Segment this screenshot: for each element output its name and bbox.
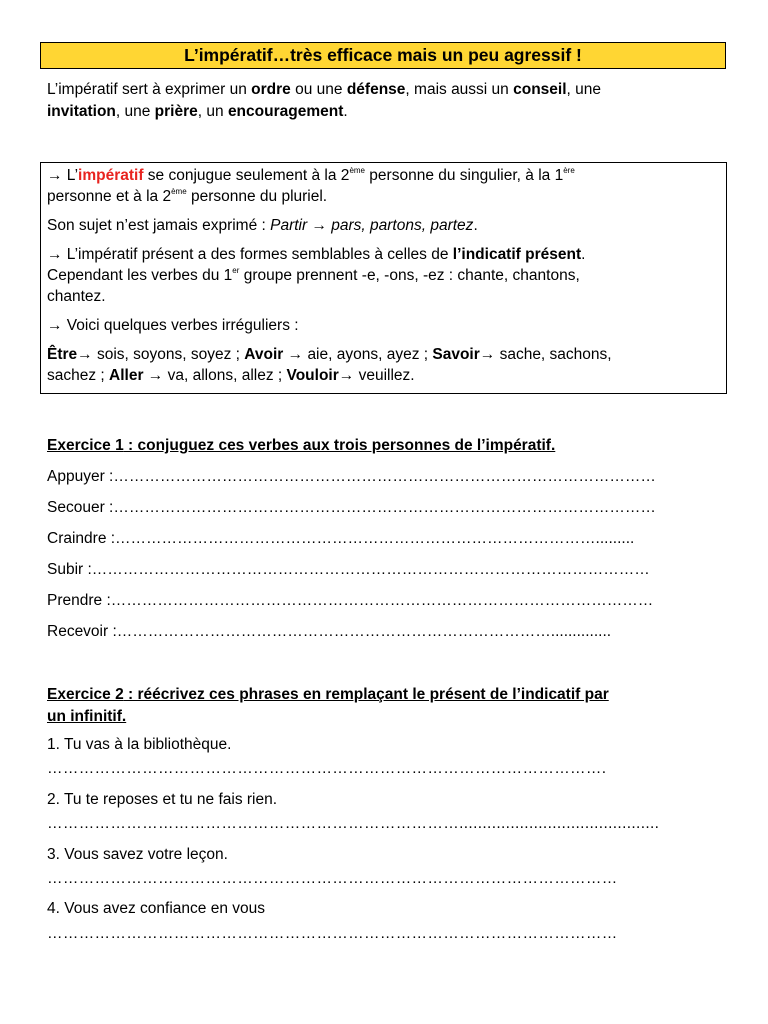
exercise-2-answer-line[interactable]: ……………………………………………………………………………………………… xyxy=(47,925,618,942)
intro-keyword: défense xyxy=(346,81,406,98)
intro-text: , une xyxy=(566,81,602,98)
verb-forms: → va, allons, allez ; xyxy=(143,367,287,384)
exercise-2-answer-line[interactable]: ……………………………………………………………………........................................... xyxy=(47,815,660,832)
exercise-2-question: 4. Vous avez confiance en vous xyxy=(47,900,266,917)
worksheet-title: L’impératif…très efficace mais un peu agressif ! xyxy=(40,42,726,69)
exercise-2-question: 2. Tu te reposes et tu ne fais rien. xyxy=(47,791,278,808)
exercise-2-answer-line[interactable]: ……………………………………………………………………………………………… xyxy=(47,870,618,887)
rule-text: . xyxy=(473,217,478,234)
exercise-instruction: un infinitif. xyxy=(47,708,127,725)
verb-forms: → aie, ayons, ayez ; xyxy=(283,346,433,363)
rule-text: se conjugue seulement à la 2 xyxy=(143,167,350,184)
rule-text: personne du singulier, à la 1 xyxy=(365,167,564,184)
verb-name: Avoir xyxy=(244,346,284,363)
rule-text: Cependant les verbes du 1 xyxy=(47,267,233,284)
highlight-imperatif: impératif xyxy=(78,167,144,184)
rule-keyword: l’indicatif présent xyxy=(452,246,582,263)
rule-text: → L’impératif présent a des formes semblables à celles de xyxy=(47,246,453,263)
rule-forms xyxy=(47,244,720,307)
exercise-label: Exercice 1 xyxy=(47,437,124,454)
rule-irregular-intro: → Voici quelques verbes irréguliers : xyxy=(47,317,299,334)
superscript: ème xyxy=(171,187,187,196)
verb-forms: → sois, soyons, soyez ; xyxy=(77,346,245,363)
exercise-1-answer-line[interactable]: Appuyer :…………………………………………………………………………………………… xyxy=(47,468,656,485)
verb-forms: → veuillez. xyxy=(338,367,415,384)
exercise-1-answer-line[interactable]: Craindre :…………………………………………………………………………………......... xyxy=(47,530,635,547)
exercise-1-answer-line[interactable]: Recevoir :………………………………………………………………………….............. xyxy=(47,623,612,640)
intro-text: , un xyxy=(197,103,228,120)
exercise-2-answer-line[interactable]: ……………………………………………………………………………………………. xyxy=(47,760,607,777)
intro-keyword: invitation xyxy=(47,103,116,120)
intro-text: L’impératif sert à exprimer un xyxy=(47,81,252,98)
rule-text: personne du pluriel. xyxy=(186,188,328,205)
exercise-colon: : xyxy=(123,686,138,703)
verb-name: Être xyxy=(47,346,78,363)
rule-subject xyxy=(47,215,720,236)
superscript: ère xyxy=(563,166,575,175)
verb-name: Vouloir xyxy=(286,367,339,384)
exercise-1-answer-line[interactable]: Subir :……………………………………………………………………………………………… xyxy=(47,561,650,578)
superscript: ème xyxy=(349,166,365,175)
verb-name: Aller xyxy=(109,367,144,384)
exercise-instruction: conjuguez ces verbes aux trois personnes de l’impératif. xyxy=(137,437,556,454)
exercise-instruction: réécrivez ces phrases en remplaçant le présent de l’indicatif par xyxy=(137,686,609,703)
exercise-1-answer-line[interactable]: Secouer :…………………………………………………………………………………………… xyxy=(47,499,656,516)
exercise-2-question: 1. Tu vas à la bibliothèque. xyxy=(47,736,232,753)
rule-text: chantez. xyxy=(47,288,106,305)
exercise-1-answer-line[interactable]: Prendre :…………………………………………………………………………………………… xyxy=(47,592,654,609)
intro-text: . xyxy=(343,103,348,120)
intro-text: , mais aussi un xyxy=(405,81,514,98)
exercise-2-question: 3. Vous savez votre leçon. xyxy=(47,846,228,863)
intro-keyword: encouragement xyxy=(227,103,344,120)
superscript: er xyxy=(232,266,240,275)
rule-irregular-verbs xyxy=(47,344,720,386)
rule-text: personne et à la 2 xyxy=(47,188,172,205)
exercise-colon: : xyxy=(123,437,138,454)
intro-keyword: conseil xyxy=(513,81,567,98)
rule-text: → L’ xyxy=(47,167,79,184)
intro-paragraph xyxy=(47,79,727,123)
rule-example: Partir → pars, partons, partez xyxy=(270,217,474,234)
verb-forms: sachez ; xyxy=(47,367,110,384)
intro-text: ou une xyxy=(290,81,347,98)
intro-text: , une xyxy=(115,103,155,120)
exercise-2-heading xyxy=(47,684,727,728)
intro-keyword: ordre xyxy=(251,81,291,98)
rule-text: Son sujet n’est jamais exprimé : xyxy=(47,217,271,234)
verb-forms: → sache, sachons, xyxy=(479,346,612,363)
rules-box xyxy=(40,162,727,394)
exercise-label: Exercice 2 xyxy=(47,686,124,703)
rule-text: . xyxy=(581,246,586,263)
rule-text: groupe prennent -e, -ons, -ez : chante, chantons, xyxy=(239,267,580,284)
rule-persons xyxy=(47,165,720,207)
intro-keyword: prière xyxy=(154,103,198,120)
exercise-1-heading xyxy=(47,435,727,457)
verb-name: Savoir xyxy=(432,346,480,363)
